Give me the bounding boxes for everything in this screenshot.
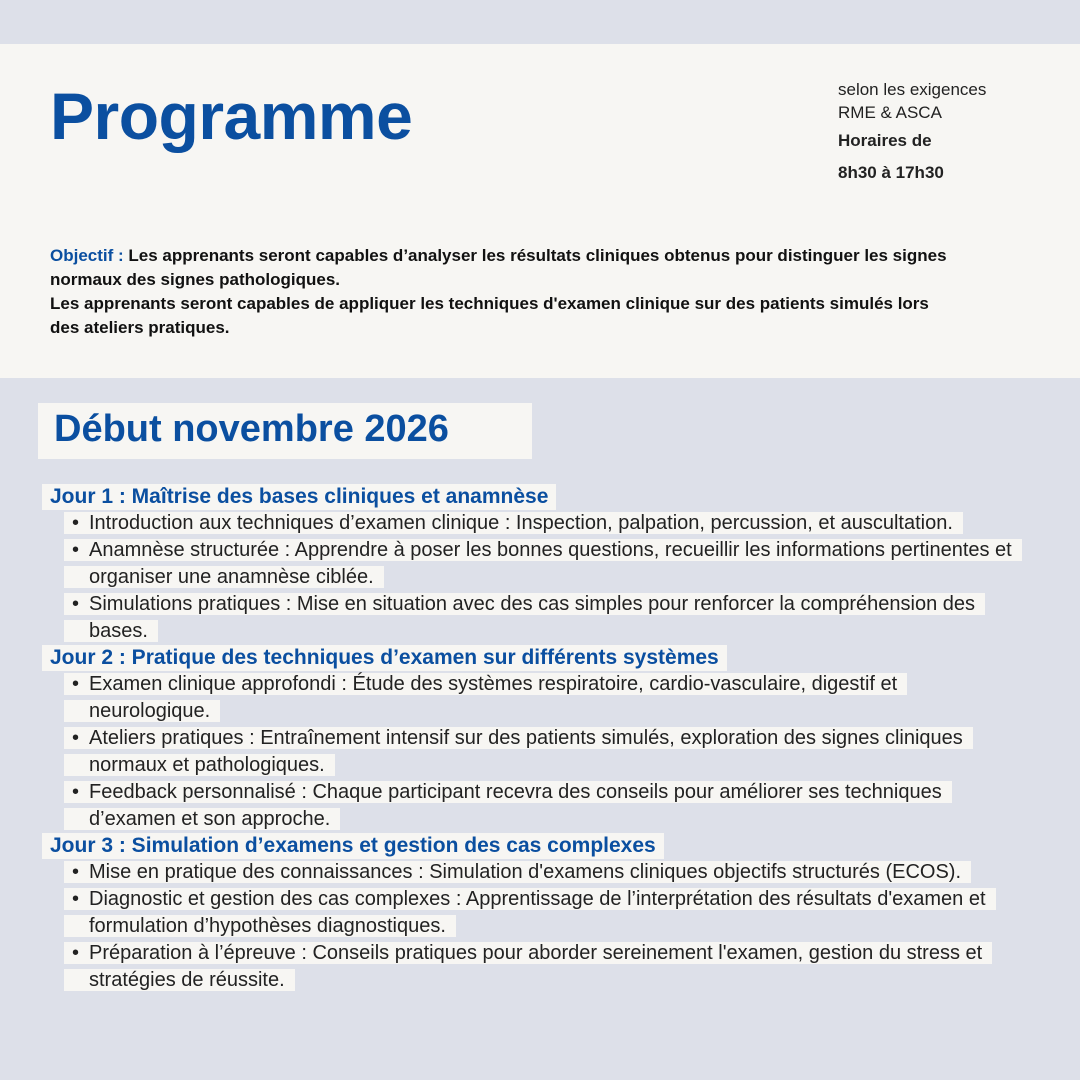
day-section: [0, 833, 1080, 994]
list-item: [64, 779, 1020, 833]
list-item: [64, 886, 1020, 940]
day-title: Jour 1 : Maîtrise des bases cliniques et anamnèse: [42, 484, 556, 510]
bullet-icon: •: [72, 539, 80, 561]
objective-block: [50, 244, 950, 340]
hours-line-2: 8h30 à 17h30: [838, 163, 944, 182]
bullet-icon: •: [72, 593, 80, 615]
list-item: [64, 591, 1020, 645]
list-item: [64, 510, 1020, 537]
list-item: [64, 859, 1020, 886]
bullet-icon: •: [72, 512, 80, 534]
day-section: [0, 645, 1080, 833]
objective-label: Objectif :: [50, 246, 124, 265]
bullet-icon: •: [72, 673, 80, 695]
list-item: [64, 725, 1020, 779]
bullet-icon: •: [72, 727, 80, 749]
list-item-text: Feedback personnalisé : Chaque participant recevra des conseils pour améliorer ses techniques d’examen et son approche.: [64, 781, 952, 830]
objective-text-2: Les apprenants seront capables de appliquer les techniques d'examen clinique sur des patients simulés lors des ateliers pratiques.: [50, 294, 929, 337]
requirements-line-1: selon les exigences: [838, 80, 987, 99]
list-item-text: Examen clinique approfondi : Étude des systèmes respiratoire, cardio-vasculaire, digestif et neurologique.: [64, 673, 907, 722]
objective-paragraph-1: [50, 244, 950, 292]
objective-text-1: Les apprenants seront capables d’analyser les résultats cliniques obtenus pour distinguer les signes normaux des signes pathologiques.: [50, 246, 947, 289]
bullet-icon: •: [72, 942, 80, 964]
day-title: Jour 2 : Pratique des techniques d’examen sur différents systèmes: [42, 645, 727, 671]
list-item-text: Ateliers pratiques : Entraînement intensif sur des patients simulés, exploration des signes cliniques normaux et pathologiques.: [64, 727, 973, 776]
list-item-text: Mise en pratique des connaissances : Simulation d'examens cliniques objectifs structurés (ECOS).: [64, 861, 971, 883]
list-item-text: Préparation à l’épreuve : Conseils pratiques pour aborder sereinement l'examen, gestion du stress et stratégies de réussite.: [64, 942, 992, 991]
page-title: Programme: [50, 79, 413, 153]
bullet-icon: •: [72, 888, 80, 910]
requirements-line-2: RME & ASCA: [838, 103, 942, 122]
list-item-text: Simulations pratiques : Mise en situation avec des cas simples pour renforcer la compréhension des bases.: [64, 593, 985, 642]
list-item-text: Diagnostic et gestion des cas complexes : Apprentissage de l’interprétation des résultats d'examen et formulation d’hypothèses diagnostiques.: [64, 888, 996, 937]
bullet-icon: •: [72, 861, 80, 883]
day-items: [0, 859, 1080, 994]
program-days: [0, 484, 1080, 994]
list-item: [64, 671, 1020, 725]
list-item-text: Anamnèse structurée : Apprendre à poser les bonnes questions, recueillir les informations pertinentes et organiser une anamnèse ciblée.: [64, 539, 1022, 588]
bullet-icon: •: [72, 781, 80, 803]
list-item: [64, 537, 1020, 591]
day-items: [0, 671, 1080, 833]
hours-line-1: Horaires de: [838, 131, 932, 150]
list-item: [64, 940, 1020, 994]
day-items: [0, 510, 1080, 645]
day-title: Jour 3 : Simulation d’examens et gestion des cas complexes: [42, 833, 664, 859]
start-date: Début novembre 2026: [54, 408, 449, 450]
list-item-text: Introduction aux techniques d’examen clinique : Inspection, palpation, percussion, et auscultation.: [64, 512, 963, 534]
day-section: [0, 484, 1080, 645]
schedule-info: [838, 78, 986, 188]
